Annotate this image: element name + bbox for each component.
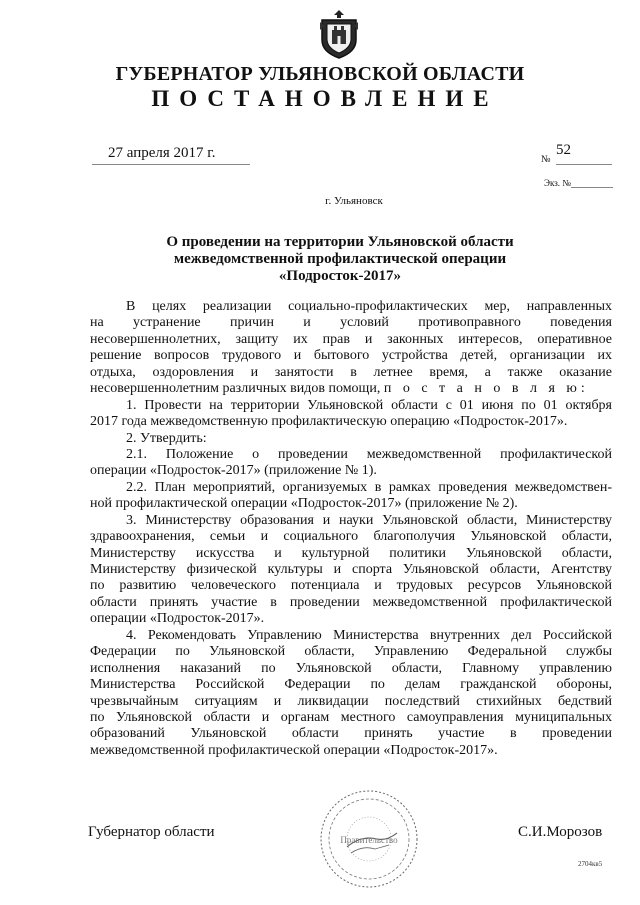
date-underline [92, 164, 250, 165]
body-line: исполнения наказаний по Ульяновской области, Главному управлению [90, 660, 612, 676]
body-line: В целях реализации социально-профилактических мер, направленных [126, 299, 612, 314]
body-line: по Ульяновской области и органам местного самоуправления муниципальных [90, 709, 612, 725]
body-line: операции «Подросток-2017» (приложение № 1). [90, 463, 377, 479]
issuing-authority: ГУБЕРНАТОР УЛЬЯНОВСКОЙ ОБЛАСТИ [115, 63, 525, 85]
stamp-text: Правительство [340, 835, 398, 845]
document-type: ПОСТАНОВЛЕНИЕ [151, 86, 499, 111]
headline-line: «Подросток-2017» [278, 268, 402, 284]
document-number: 52 [556, 142, 571, 158]
body-line: несовершеннолетних, защиту их прав и законных интересов, оперативное [90, 331, 612, 347]
headline-line: О проведении на территории Ульяновской области [166, 234, 514, 250]
body-line: ной профилактической операции «Подросток-2017» (приложение № 2). [90, 496, 518, 512]
document-date: 27 апреля 2017 г. [108, 145, 216, 161]
document-headline [130, 234, 550, 285]
decree-word: п о с т а н о в л я ю: [383, 381, 589, 397]
body-line: решение вопросов трудового и бытового устройства детей, организации их [90, 348, 612, 364]
numbered-paragraphs [90, 398, 612, 760]
body-line: операции «Подросток-2017». [90, 611, 265, 627]
signatory-title: Губернатор области [88, 824, 215, 840]
body-line: 1. Провести на территории Ульяновской области с 01 июня по 01 октября [126, 397, 612, 413]
body-line: 2017 года межведомственную профилактическую операцию «Подросток-2017». [90, 414, 568, 430]
copy-number-label: Экз. № [544, 178, 571, 188]
body-line: 4. Рекомендовать Управлению Министерства внутренних дел Российской [126, 627, 612, 643]
city: г. Ульяновск [325, 195, 383, 207]
body-line: Министерству физической культуры и спорта Ульяновской области, Агентству [90, 562, 612, 577]
body-line: 2.1. Положение о проведении межведомственной профилактической [126, 446, 612, 462]
body-line: межведомственной профилактической операции «Подросток-2017». [90, 742, 498, 758]
body-line: Министерства Российской Федерации по делам гражданской обороны, [90, 677, 612, 693]
body-line: образований Ульяновской области принять участие в проведении [90, 726, 612, 742]
body-line: 2.2. План мероприятий, организуемых в рамках проведения межведомствен- [126, 479, 612, 495]
official-stamp [317, 787, 421, 891]
body-line: на устранение причин и условий противоправного поведения [90, 315, 612, 331]
copy-number-underline [571, 187, 613, 188]
body-line: по развитию человеческого потенциала и трудовых ресурсов Ульяновской [90, 578, 612, 594]
headline-line: межведомственной профилактической операции [173, 251, 507, 267]
registry-code: 2704кв5 [578, 860, 603, 868]
number-underline [556, 164, 612, 165]
signatory-name: С.И.Морозов [518, 824, 603, 840]
body-line: области принять участие в проведении межведомственной профилактической [90, 594, 612, 610]
document-body [90, 299, 612, 759]
body-line-text: несовершеннолетним различных видов помощи, [90, 381, 381, 397]
coat-of-arms-icon [318, 8, 360, 60]
body-line [90, 381, 612, 397]
number-sign: № [541, 154, 551, 165]
body-line: чрезвычайным ситуациям и ликвидации последствий стихийных бедствий [90, 693, 612, 709]
body-line: отдыха, оздоровления и занятости в летнее время, а также оказание [90, 364, 612, 380]
body-line: Министерству искусства и культурной политики Ульяновской области, [90, 545, 612, 561]
body-line: 2. Утвердить: [126, 430, 207, 446]
body-line: здравоохранения, семьи и социального благополучия Ульяновской области, [90, 529, 612, 545]
body-line: Федерации по Ульяновской области, Управлению Федеральной службы [90, 644, 612, 660]
body-line: 3. Министерству образования и науки Ульяновской области, Министерству [126, 512, 612, 528]
